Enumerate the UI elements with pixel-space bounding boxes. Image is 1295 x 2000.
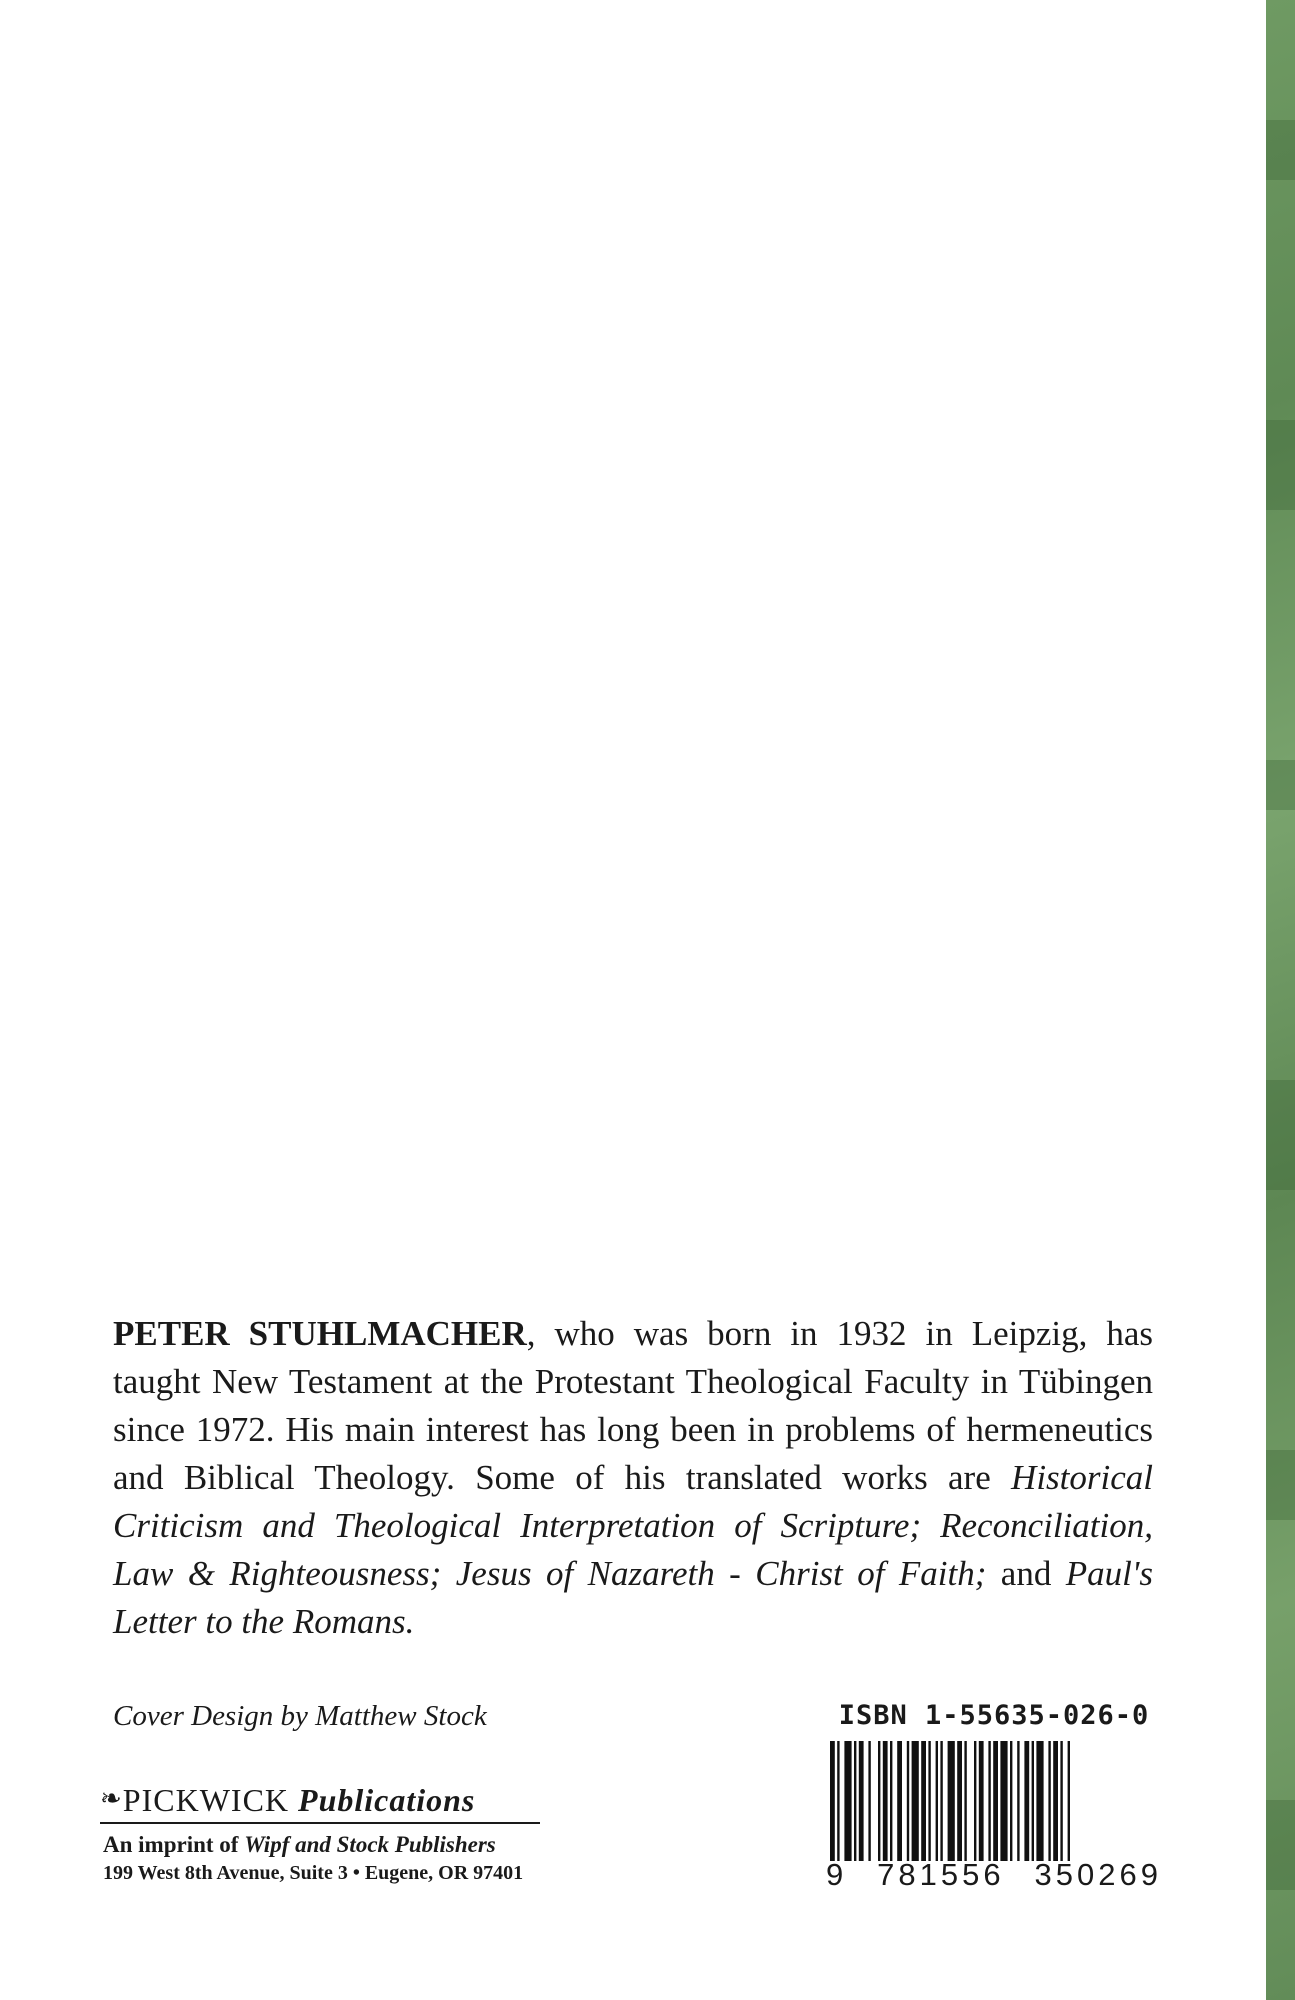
barcode-bar bbox=[1068, 1741, 1070, 1861]
barcode-digits-left: 781556 bbox=[877, 1857, 1005, 1892]
barcode-bar bbox=[979, 1741, 984, 1861]
barcode-bar bbox=[890, 1741, 892, 1861]
barcode-bar bbox=[1032, 1741, 1034, 1861]
bio-titles: Historical Criticism and Theological Interpretation of Scripture; Reconciliation, Law & Righteousness; Jesus of Nazareth - Christ of Faith; bbox=[113, 1458, 1153, 1593]
barcode-bar bbox=[1010, 1741, 1012, 1861]
barcode-bar bbox=[1017, 1741, 1019, 1861]
publisher-logo-icon: ❧ bbox=[100, 1784, 123, 1813]
barcode-bar bbox=[878, 1741, 880, 1861]
barcode-bar bbox=[1048, 1741, 1050, 1861]
barcode-bar bbox=[844, 1741, 851, 1861]
publisher-imprint: An imprint of Wipf and Stock Publishers bbox=[103, 1832, 496, 1857]
barcode-digits bbox=[826, 1857, 1162, 1893]
author-name: PETER STUHLMACHER bbox=[113, 1314, 527, 1353]
cover-edge-strip bbox=[1266, 0, 1295, 2000]
barcode-bar bbox=[883, 1741, 888, 1861]
barcode-bar bbox=[854, 1741, 856, 1861]
barcode-bar bbox=[940, 1741, 942, 1861]
barcode-bar bbox=[964, 1741, 966, 1861]
barcode-digit-prefix: 9 bbox=[826, 1857, 848, 1892]
barcode-bar bbox=[957, 1741, 962, 1861]
barcode-bar bbox=[928, 1741, 930, 1861]
barcode-bar bbox=[1060, 1741, 1062, 1861]
barcode-bar bbox=[1053, 1741, 1058, 1861]
barcode-bar bbox=[936, 1741, 938, 1861]
publisher-block bbox=[100, 1782, 540, 1885]
barcode-bar bbox=[859, 1741, 864, 1861]
isbn-barcode-block bbox=[826, 1700, 1162, 1893]
barcode-bar bbox=[948, 1741, 955, 1861]
author-bio bbox=[113, 1310, 1153, 1646]
publisher-address: 199 West 8th Avenue, Suite 3 • Eugene, OR 97401 bbox=[103, 1862, 524, 1884]
isbn-label: ISBN 1-55635-026-0 bbox=[838, 1700, 1150, 1731]
barcode-bar bbox=[868, 1741, 870, 1861]
bio-text-and: and bbox=[986, 1554, 1066, 1593]
publisher-name: ❧PICKWICK Publications bbox=[100, 1782, 540, 1824]
bio-title-romans: Paul's Letter to the Romans. bbox=[113, 1554, 1153, 1641]
barcode-bar bbox=[897, 1741, 902, 1861]
barcode-bar bbox=[912, 1741, 919, 1861]
barcode-bar bbox=[1000, 1741, 1007, 1861]
barcode-bar bbox=[837, 1741, 839, 1861]
barcode-bar bbox=[830, 1741, 835, 1861]
barcode-bar bbox=[1036, 1741, 1043, 1861]
barcode-bar bbox=[974, 1741, 976, 1861]
barcode-bar bbox=[921, 1741, 926, 1861]
bio-text: , who was born in 1932 in Leipzig, has taught New Testament at the Protestant Theological Faculty in Tübingen since 1972. His main interest has long been in problems of hermeneutics and Biblical Theology. Some of his translated works are bbox=[113, 1314, 1153, 1497]
barcode-bar bbox=[993, 1741, 998, 1861]
barcode-bar bbox=[1024, 1741, 1029, 1861]
barcode-bar bbox=[988, 1741, 990, 1861]
barcode bbox=[826, 1741, 1162, 1861]
cover-design-credit: Cover Design by Matthew Stock bbox=[113, 1700, 487, 1732]
barcode-bar bbox=[907, 1741, 909, 1861]
barcode-digits-right: 350269 bbox=[1034, 1857, 1162, 1892]
